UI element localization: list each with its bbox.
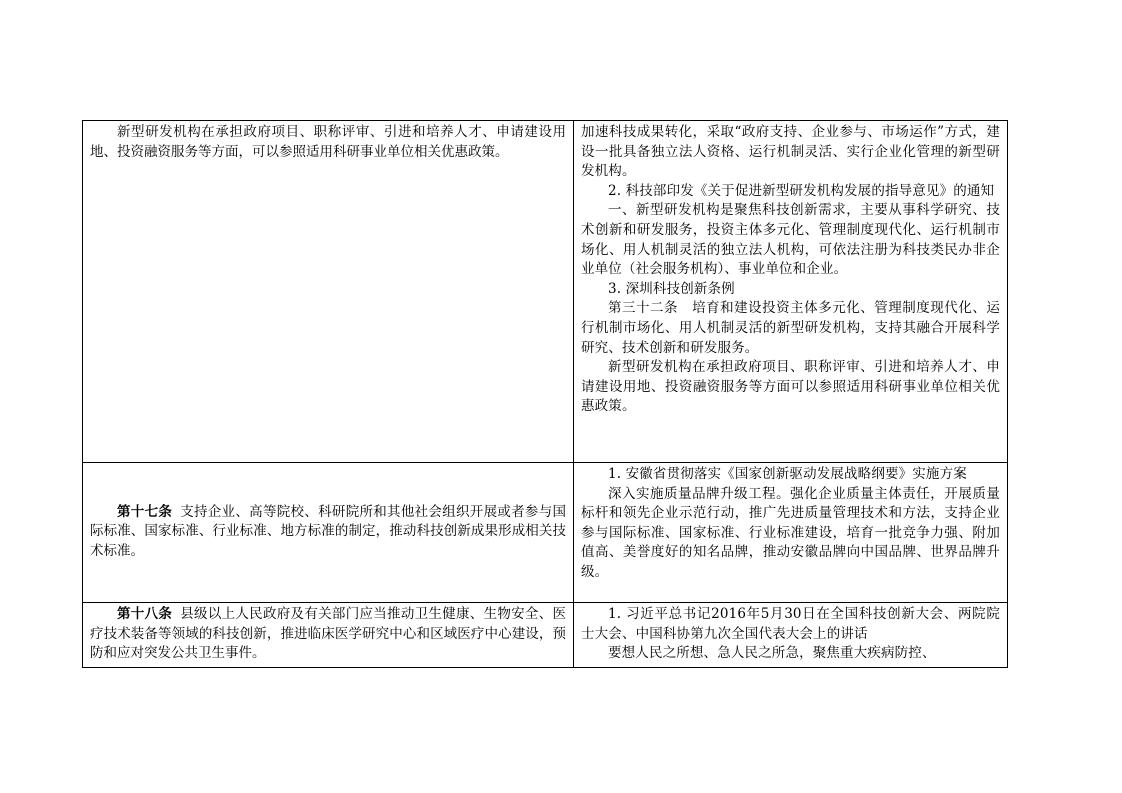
reference-paragraph: 第三十二条 培育和建设投资主体多元化、管理制度现代化、运行机制市场化、用人机制灵活的新型研发机构，支持其融合开展科学研究、技术创新和研发服务。 — [581, 300, 1000, 356]
reference-heading: 1. 安徽省贯彻落实《国家创新驱动发展战略纲要》实施方案 — [608, 466, 967, 482]
reference-paragraph: 要想人民之所想、急人民之所急，聚焦重大疾病防控、 — [608, 645, 936, 662]
table-row — [83, 603, 1008, 668]
article-text: 支持企业、高等院校、科研院所和其他社会组织开展或者参与国际标准、国家标准、行业标准、地方标准的制定，推动科技创新成果形成相关技术标准。 — [90, 503, 567, 559]
reference-heading: 3. 深圳科技创新条例 — [608, 280, 735, 297]
article-text: 县级以上人民政府及有关部门应当推动卫生健康、生物安全、医疗技术装备等领域的科技创新，推进临床医学研究中心和区域医疗中心建设，预防和应对突发公共卫生事件。 — [90, 606, 567, 662]
article-cell — [83, 463, 574, 603]
article-paragraph — [90, 503, 566, 562]
reference-heading: 2. 科技部印发《关于促进新型研发机构发展的指导意见》的通知 — [608, 182, 995, 199]
article-text: 新型研发机构在承担政府项目、职称评审、引进和培养人才、申请建设用地、投资融资服务等方面，可以参照适用科研事业单位相关优惠政策。 — [90, 124, 566, 160]
article-paragraph — [90, 605, 566, 664]
table-row — [83, 463, 1008, 603]
regulation-comparison-table — [82, 120, 1008, 668]
reference-cell — [574, 603, 1008, 668]
table-row — [83, 121, 1008, 463]
article-number: 第十八条 — [117, 606, 173, 622]
reference-paragraph: 新型研发机构在承担政府项目、职称评审、引进和培养人才、申请建设用地、投资融资服务等方面可以参照适用科研事业单位相关优惠政策。 — [581, 359, 1000, 415]
reference-paragraph: 深入实施质量品牌升级工程。强化企业质量主体责任，开展质量标杆和领先企业示范行动，推广先进质量管理技术和方法，支持企业参与国际标准、国家标准、行业标准建设，培育一批竞争力强、附加值高、美誉度好的知名品牌，推动安徽品牌向中国品牌、世界品牌升级。 — [581, 485, 1000, 580]
article-cell — [83, 603, 574, 668]
reference-cell — [574, 121, 1008, 463]
reference-paragraph: 加速科技成果转化，采取“政府支持、企业参与、市场运作”方式，建设一批具备独立法人资格、运行机制灵活、实行企业化管理的新型研发机构。 — [581, 124, 1000, 180]
reference-heading: 1. 习近平总书记2016年5月30日在全国科技创新大会、两院院士大会、中国科协第九次全国代表大会上的讲话 — [581, 606, 1000, 642]
reference-cell — [574, 463, 1008, 603]
article-number: 第十七条 — [117, 503, 173, 520]
reference-paragraph: 一、新型研发机构是聚焦科技创新需求，主要从事科学研究、技术创新和研发服务，投资主体多元化、管理制度现代化、运行机制市场化、用人机制灵活的独立法人机构，可依法注册为科技类民办非企业单位（社会服务机构）、事业单位和企业。 — [581, 202, 1000, 278]
article-cell — [83, 121, 574, 463]
